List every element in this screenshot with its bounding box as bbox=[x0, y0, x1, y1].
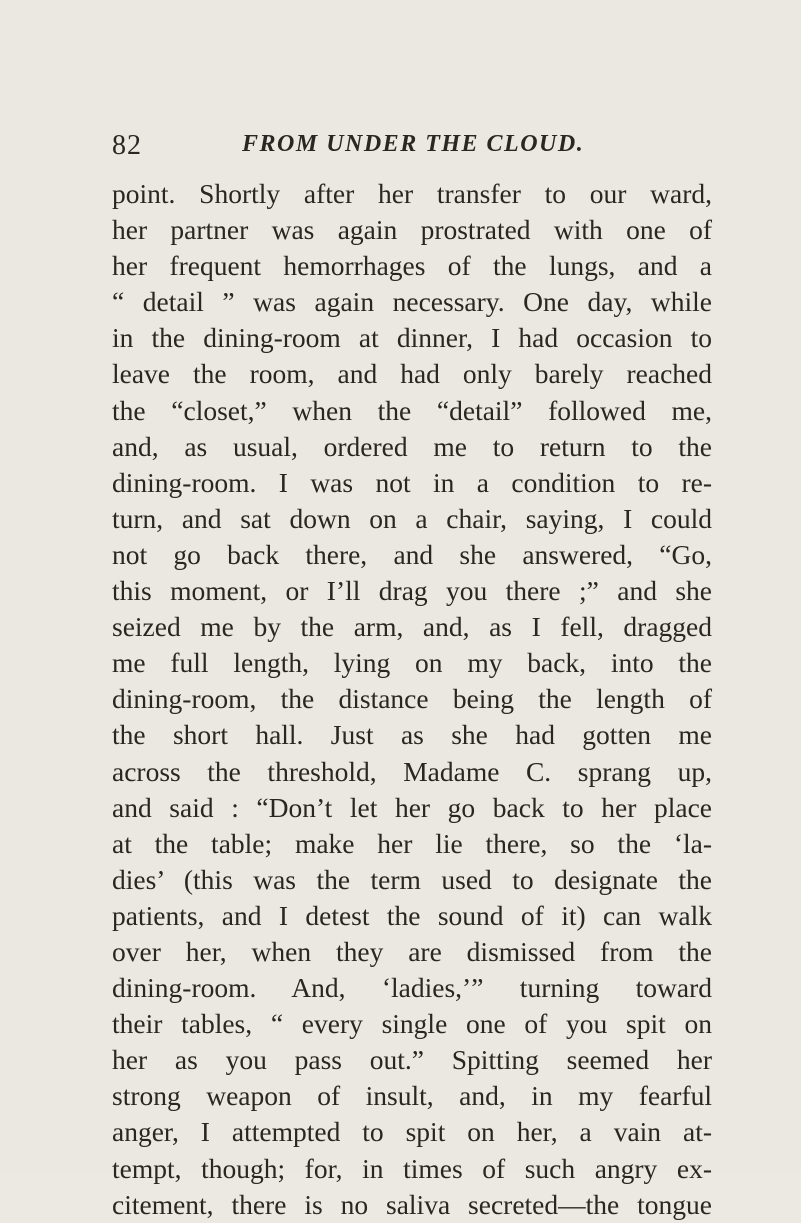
text-line: seized me by the arm, and, as I fell, dragged bbox=[112, 611, 712, 643]
text-line: at the table; make her lie there, so the ‘la- bbox=[112, 827, 712, 859]
text-line: her as you pass out.” Spitting seemed her bbox=[112, 1044, 712, 1076]
text-line: dies’ (this was the term used to designate the bbox=[112, 863, 712, 895]
text-line: the short hall. Just as she had gotten me bbox=[112, 719, 712, 751]
body-text bbox=[112, 176, 712, 1223]
text-line: citement, there is no saliva secreted—the tongue bbox=[112, 1188, 712, 1220]
text-line: me full length, lying on my back, into the bbox=[112, 647, 712, 679]
text-line: dining-room, the distance being the length of bbox=[112, 683, 712, 715]
text-line: across the threshold, Madame C. sprang up, bbox=[112, 755, 712, 787]
text-line: strong weapon of insult, and, in my fearful bbox=[112, 1080, 712, 1112]
text-line: dining-room. I was not in a condition to re- bbox=[112, 466, 712, 498]
text-line: point. Shortly after her transfer to our ward, bbox=[112, 178, 712, 209]
text-line: over her, when they are dismissed from the bbox=[112, 935, 712, 967]
text-line: and, as usual, ordered me to return to the bbox=[112, 430, 712, 462]
text-line: leave the room, and had only barely reached bbox=[112, 358, 712, 390]
text-line: her frequent hemorrhages of the lungs, and a bbox=[112, 250, 712, 282]
text-line: this moment, or I’ll drag you there ;” and she bbox=[112, 575, 712, 607]
page-number: 82 bbox=[112, 130, 142, 161]
text-line: dining-room. And, ‘ladies,’” turning toward bbox=[112, 972, 712, 1004]
text-line: the “closet,” when the “detail” followed me, bbox=[112, 394, 712, 426]
text-line: her partner was again prostrated with one of bbox=[112, 214, 712, 246]
text-line: “ detail ” was again necessary. One day, while bbox=[112, 286, 712, 318]
text-line: and said : “Don’t let her go back to her place bbox=[112, 791, 712, 823]
text-line: turn, and sat down on a chair, saying, I could bbox=[112, 502, 712, 534]
text-line: anger, I attempted to spit on her, a vain at- bbox=[112, 1116, 712, 1148]
text-line: in the dining-room at dinner, I had occasion to bbox=[112, 322, 712, 354]
text-line: not go back there, and she answered, “Go, bbox=[112, 538, 712, 570]
text-line: their tables, “ every single one of you spit on bbox=[112, 1008, 712, 1040]
text-line: tempt, though; for, in times of such angry ex- bbox=[112, 1152, 712, 1184]
running-title: FROM UNDER THE CLOUD. bbox=[242, 131, 585, 157]
running-header bbox=[112, 130, 712, 164]
text-line: patients, and I detest the sound of it) can walk bbox=[112, 899, 712, 931]
